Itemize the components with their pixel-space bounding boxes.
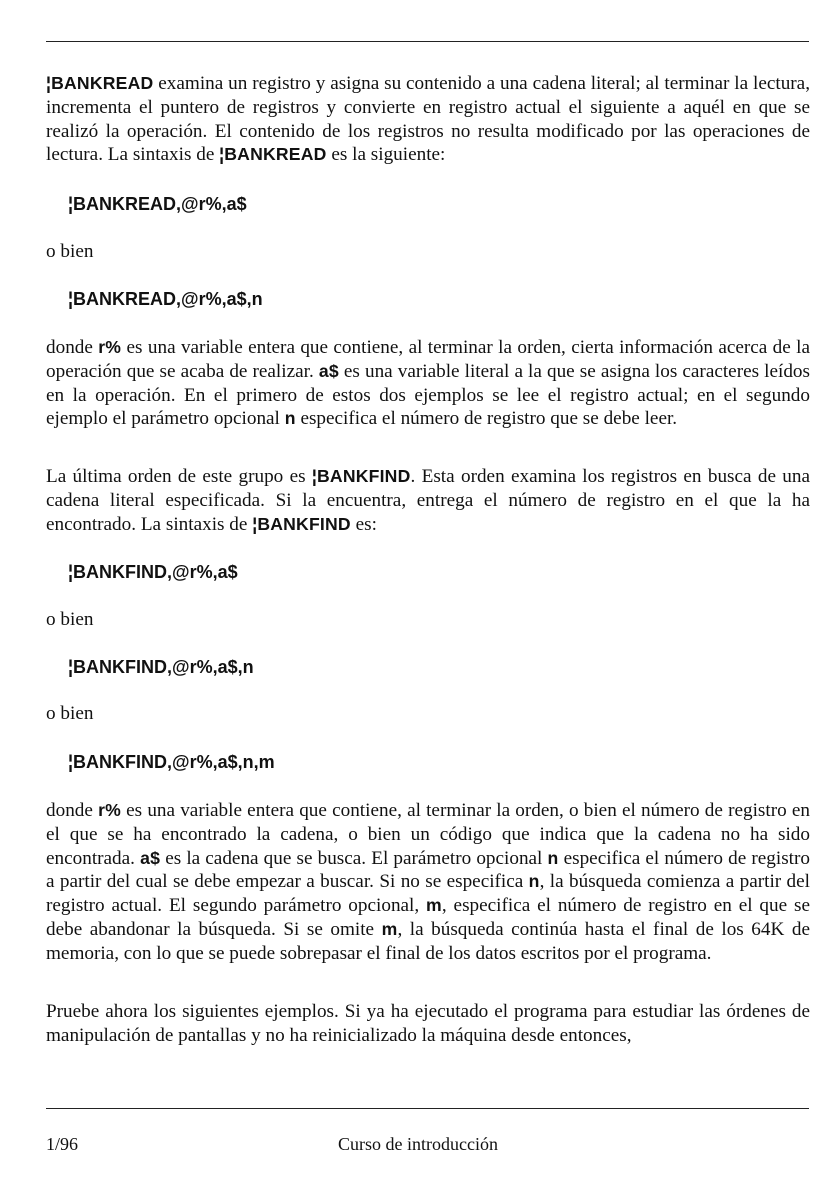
param-inline: a$ bbox=[318, 360, 339, 381]
paragraph-text: . Esta orden examina los registros en busca de una cadena literal especificada. Si la encuentra, entrega el número de registro en el que la ha encontrado. La sintaxis de bbox=[46, 466, 811, 535]
paragraph-text: especifica el número de registro que se debe leer. bbox=[295, 408, 678, 430]
paragraph-try-examples: Pruebe ahora los siguientes ejemplos. Si ya ha ejecutado el programa para estudiar las órdenes de manipulación de pantallas y no ha reinicializado la máquina desde entonces, bbox=[46, 1001, 810, 1046]
param-inline: r% bbox=[98, 800, 121, 820]
param-inline: n bbox=[528, 871, 540, 892]
footer-title: Curso de introducción bbox=[338, 1134, 498, 1154]
param-inline: r% bbox=[98, 337, 122, 357]
paragraph-bankfind-params bbox=[46, 799, 810, 966]
paragraph-text: es una variable entera que contiene, al terminar la orden, o bien el número de registro en el que se ha encontrado la cadena, o bien un código que indica que la cadena no ha sido encontrada. bbox=[46, 800, 810, 869]
paragraph-text: , la búsqueda continúa hasta el final de los 64K de memoria, con lo que se puede sobrepasar el final de los datos escritos por el programa. bbox=[46, 918, 810, 964]
paragraph-bankread-intro bbox=[46, 72, 810, 167]
bottom-rule bbox=[46, 1108, 809, 1109]
o-bien-text: o bien bbox=[46, 703, 94, 724]
top-rule bbox=[46, 41, 809, 42]
command-inline: ¦BANKREAD bbox=[46, 73, 154, 93]
paragraph-text: La última orden de este grupo es bbox=[46, 466, 312, 487]
page-number: 1/96 bbox=[46, 1134, 79, 1154]
paragraph-text: es la siguiente: bbox=[326, 144, 446, 166]
code-bankfind-n: ¦BANKFIND,@r%,a$,n bbox=[68, 657, 254, 677]
param-inline: m bbox=[381, 918, 398, 939]
param-inline: n bbox=[547, 847, 559, 868]
param-inline: m bbox=[426, 895, 442, 916]
paragraph-text: es la cadena que se busca. El parámetro opcional bbox=[160, 847, 548, 869]
o-bien-text: o bien bbox=[46, 609, 94, 630]
command-inline: ¦BANKFIND bbox=[252, 513, 351, 534]
code-bankread-basic: ¦BANKREAD,@r%,a$ bbox=[68, 194, 247, 214]
paragraph-text: examina un registro y asigna su contenido a una cadena literal; al terminar la lectura, incrementa el puntero de registros y convierte en registro actual el siguiente a aquél en que se realizó la operación. El contenido de los registros no resulta modificado por las operaciones de lectura. La sintaxis de bbox=[46, 73, 810, 166]
command-inline: ¦BANKFIND bbox=[311, 466, 411, 486]
code-bankread-n: ¦BANKREAD,@r%,a$,n bbox=[68, 289, 263, 309]
code-bankfind-n-m: ¦BANKFIND,@r%,a$,n,m bbox=[68, 752, 275, 772]
paragraph-text: donde bbox=[46, 800, 99, 821]
paragraph-text: es una variable entera que contiene, al terminar la orden, cierta información acerca de la operación que se acaba de realizar. bbox=[46, 337, 810, 382]
paragraph-text: es una variable literal a la que se asigna los caracteres leídos en la operación. En el primero de estos dos ejemplos se lee el registro actual; en el segundo ejemplo el parámetro opcional bbox=[46, 360, 810, 430]
paragraph-text: especifica el número de registro a partir del cual se debe empezar a buscar. Si no se especifica bbox=[46, 847, 810, 893]
paragraph-text: es: bbox=[350, 513, 377, 535]
param-inline: n bbox=[284, 408, 296, 429]
paragraph-bankfind-intro bbox=[46, 465, 810, 536]
paragraph-text: , la búsqueda comienza a partir del registro actual. El segundo parámetro opcional, bbox=[46, 871, 810, 917]
command-inline: ¦BANKREAD bbox=[219, 144, 327, 165]
paragraph-bankread-params bbox=[46, 336, 810, 431]
o-bien-text: o bien bbox=[46, 241, 94, 262]
paragraph-text: donde bbox=[46, 337, 99, 358]
paragraph-text: , especifica el número de registro en el que se debe abandonar la búsqueda. Si se omite bbox=[46, 895, 810, 940]
param-inline: a$ bbox=[140, 847, 161, 868]
code-bankfind-basic: ¦BANKFIND,@r%,a$ bbox=[68, 562, 238, 582]
